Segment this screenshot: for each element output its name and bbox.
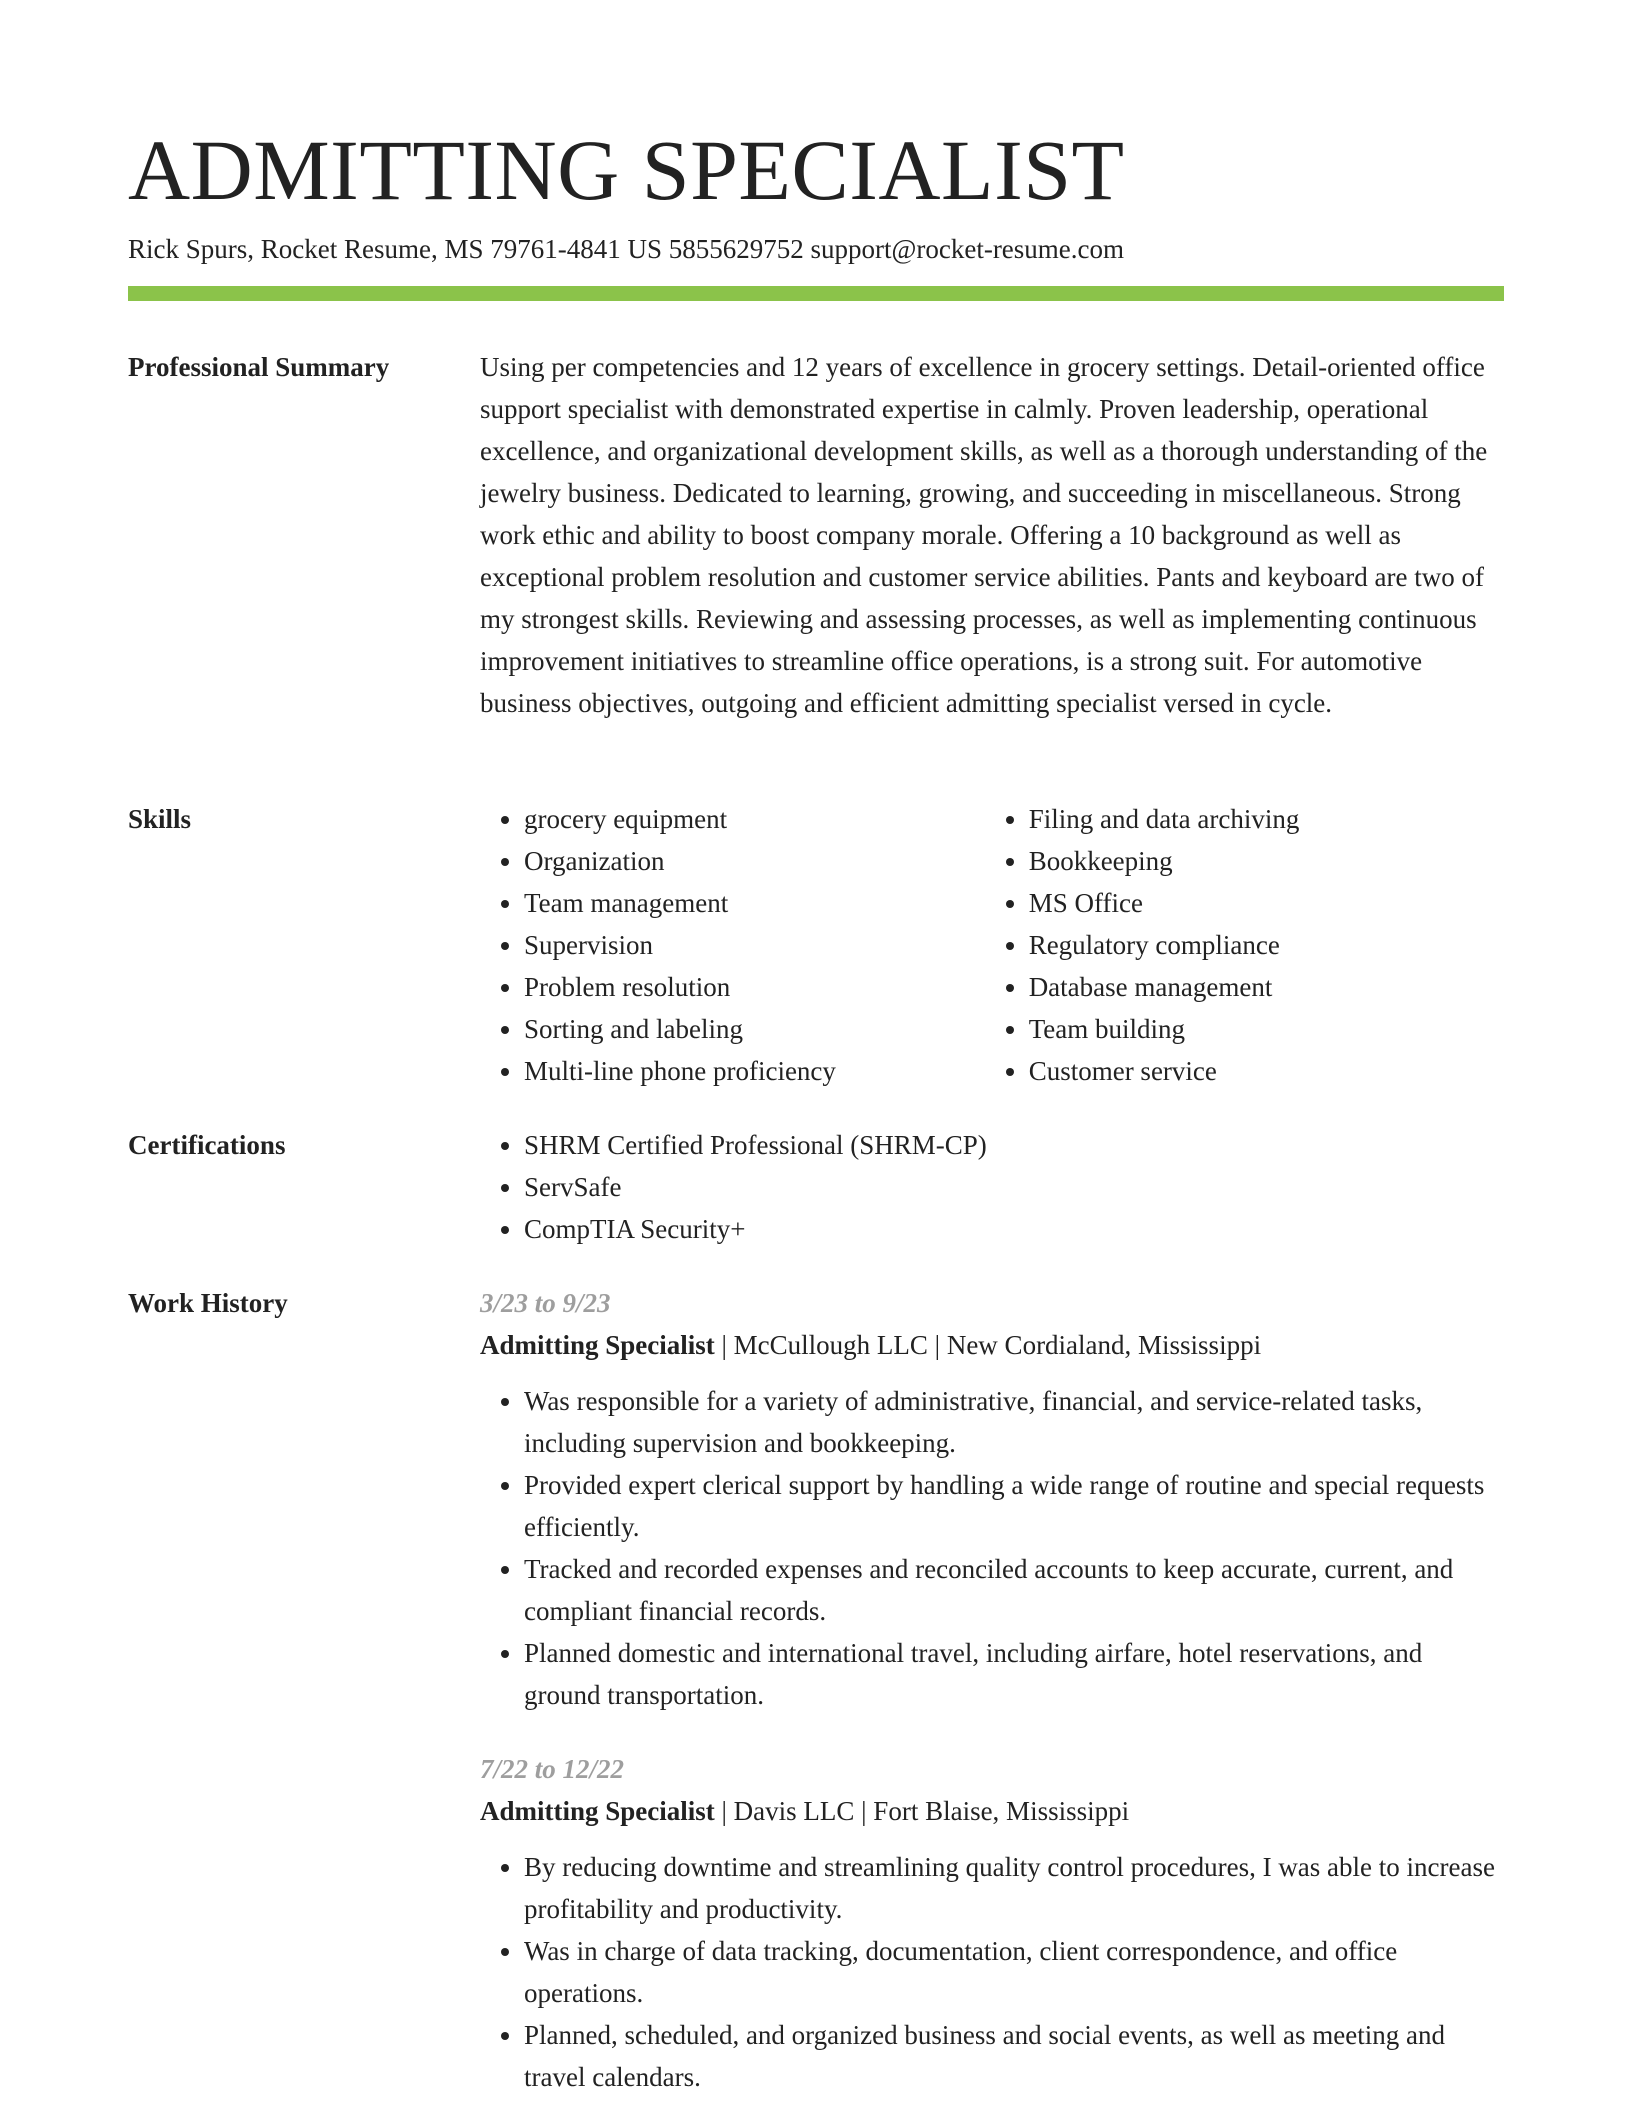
skills-list [480,798,1504,1092]
skill-item: • Bookkeeping [1029,840,1504,882]
skill-item: • Team management [524,882,985,924]
certifications-body [480,1124,1504,1250]
work-history-label: Work History [128,1288,288,1318]
accent-divider [128,286,1504,301]
skill-item: • Multi-line phone proficiency [524,1050,985,1092]
summary-text: Using per competencies and 12 years of excellence in grocery settings. Detail-oriented office support specialist with demonstrated expertise in calmly. Proven leadership, operational excellence, and organizational development skills, as well as a thorough understanding of the jewelry business. Dedicated to learning, growing, and succeeding in miscellaneous. Strong work ethic and ability to boost company morale. Offering a 10 background as well as exceptional problem resolution and customer service abilities. Pants and keyboard are two of my strongest skills. Reviewing and assessing processes, as well as implementing continuous improvement initiatives to streamline office operations, is a strong suit. For automotive business objectives, outgoing and efficient admitting specialist versed in cycle. [480,352,1488,718]
job-bullet: • Was in charge of data tracking, documentation, client correspondence, and office operations. [524,1930,1504,2014]
skills-column-1 [480,798,985,1092]
job-bullet: • Tracked and recorded expenses and reconciled accounts to keep accurate, current, and compliant financial records. [524,1548,1504,1632]
certifications-label: Certifications [128,1130,286,1160]
skill-item: • MS Office [1029,882,1504,924]
job-heading [480,1790,1504,1832]
job-bullets [480,1380,1504,1716]
job-bullet: • Planned domestic and international travel, including airfare, hotel reservations, and ground transportation. [524,1632,1504,1716]
job-employer-location: | Davis LLC | Fort Blaise, Mississippi [714,1796,1130,1826]
certification-item: • SHRM Certified Professional (SHRM-CP) [524,1124,1504,1166]
job-dates: 7/22 to 12/22 [480,1754,625,1784]
certifications-list [480,1124,1504,1250]
job-bullet: • Provided expert clerical support by handling a wide range of routine and special requests efficiently. [524,1464,1504,1548]
job-bullet: • By reducing downtime and streamlining quality control procedures, I was able to increase profitability and productivity. [524,1846,1504,1930]
work-history-body [480,1282,1504,2098]
job-employer-location: | McCullough LLC | New Cordialand, Mississippi [714,1330,1262,1360]
job-dates: 3/23 to 9/23 [480,1288,611,1318]
skill-item: • Problem resolution [524,966,985,1008]
job-bullets [480,1846,1504,2098]
summary-label: Professional Summary [128,352,390,382]
skill-item: • Database management [1029,966,1504,1008]
skills-column-2 [985,798,1504,1092]
skill-item: • Supervision [524,924,985,966]
skill-item: • Sorting and labeling [524,1008,985,1050]
summary-body [480,346,1504,724]
job-bullet: • Was responsible for a variety of administrative, financial, and service-related tasks, including supervision and bookkeeping. [524,1380,1504,1464]
skill-item: • Regulatory compliance [1029,924,1504,966]
skill-item: • Team building [1029,1008,1504,1050]
skill-item: • Customer service [1029,1050,1504,1092]
job-heading [480,1324,1504,1366]
skill-item: • Filing and data archiving [1029,798,1504,840]
skill-item: • Organization [524,840,985,882]
contact-line: Rick Spurs, Rocket Resume, MS 79761-4841 US 5855629752 support@rocket-resume.com [128,234,1125,264]
job-title: Admitting Specialist [480,1330,715,1360]
job-entry [480,1748,1504,2098]
job-title: Admitting Specialist [480,1796,715,1826]
job-entry [480,1282,1504,1716]
certification-item: • CompTIA Security+ [524,1208,1504,1250]
certification-item: • ServSafe [524,1166,1504,1208]
resume-title: ADMITTING SPECIALIST [128,122,1125,218]
skill-item: • grocery equipment [524,798,985,840]
job-bullet: • Planned, scheduled, and organized business and social events, as well as meeting and travel calendars. [524,2014,1504,2098]
skills-label: Skills [128,804,192,834]
